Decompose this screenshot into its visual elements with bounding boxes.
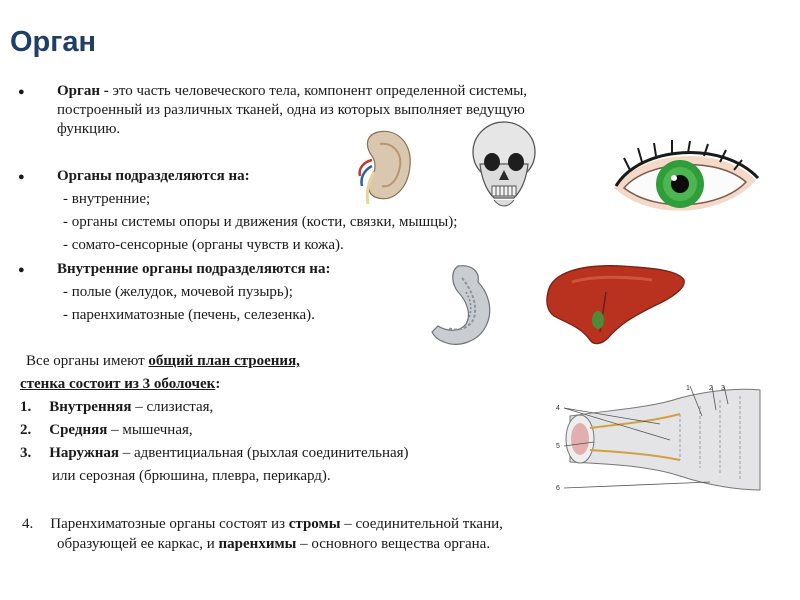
page-title: Орган <box>10 26 96 58</box>
organ-types-heading: Органы подразделяются на: <box>57 168 250 184</box>
kidney-image <box>350 126 415 206</box>
point-4-line-2: образующей ее каркас, и паренхимы – основного вещества органа. <box>57 536 491 552</box>
skull-image <box>470 120 538 210</box>
plan-line-1: Все органы имеют общий план строения, <box>26 353 300 369</box>
organ-type-item: - сомато-сенсорные (органы чувств и кожа). <box>63 237 344 253</box>
plan-line-2: стенка состоит из 3 оболочек: <box>20 376 221 392</box>
layer-item: 2. Средняя – мышечная, <box>20 422 193 438</box>
bullet: ● <box>18 264 25 276</box>
liver-image <box>542 262 687 347</box>
bullet: ● <box>18 171 25 183</box>
diagram-label: 4 <box>556 405 560 412</box>
diagram-label: 5 <box>556 443 560 450</box>
definition-line-3: функцию. <box>57 121 121 137</box>
diagram-label: 3 <box>721 385 725 392</box>
definition-term: Орган <box>57 83 100 99</box>
bullet: ● <box>18 86 25 98</box>
organ-type-item: - органы системы опоры и движения (кости, связки, мышцы); <box>63 214 458 230</box>
hollow-organ-wall-diagram <box>550 380 770 500</box>
definition-line-1: Орган - это часть человеческого тела, компонент определенной системы, <box>57 83 528 99</box>
point-4-line-1: 4. Паренхиматозные органы состоят из стромы – соединительной ткани, <box>22 516 503 532</box>
layer-item: 1. Внутренняя – слизистая, <box>20 399 214 415</box>
stomach-image <box>428 262 498 352</box>
internal-organ-item: - паренхиматозные (печень, селезенка). <box>63 307 315 323</box>
layer-item: 3. Наружная – адвентициальная (рыхлая соединительная) <box>20 445 409 461</box>
organ-type-item: - внутренние; <box>63 191 151 207</box>
internal-organs-heading: Внутренние органы подразделяются на: <box>57 261 331 277</box>
definition-line-2: построенный из различных тканей, одна из которых выполняет ведущую <box>57 102 525 118</box>
diagram-label: 6 <box>556 485 560 492</box>
diagram-label: 1 <box>686 385 690 392</box>
diagram-label: 2 <box>709 385 713 392</box>
eye-image <box>610 140 760 225</box>
internal-organ-item: - полые (желудок, мочевой пузырь); <box>63 284 293 300</box>
layer-3-continuation: или серозная (брюшина, плевра, перикард). <box>52 468 331 484</box>
